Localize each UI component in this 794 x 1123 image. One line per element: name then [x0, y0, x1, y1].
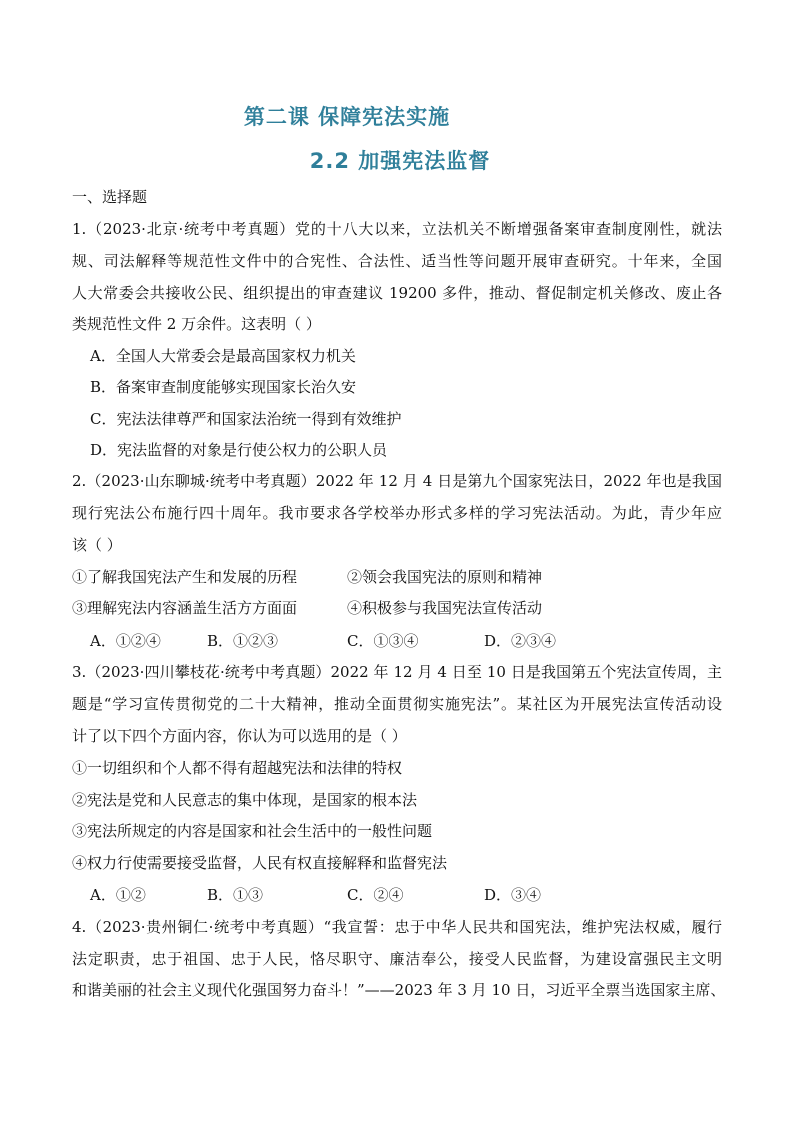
q3-option-c: C．②④: [347, 886, 404, 904]
q2-option-a: A．①②④: [90, 632, 161, 650]
q1-option-b: B．备案审查制度能够实现国家长治久安: [90, 378, 357, 396]
section-heading: 一、选择题: [72, 188, 148, 206]
q1-stem-line: 1.（2023·北京·统考中考真题）党的十八大以来，立法机关不断增强备案审查制度刚性，就法: [72, 220, 722, 238]
q3-option-b: B．①③: [207, 886, 264, 904]
q2-option-c: C．①③④: [347, 632, 419, 650]
q3-item-2: ②宪法是党和人民意志的集中体现，是国家的根本法: [72, 791, 418, 809]
q3-stem-line: 3.（2023·四川攀枝花·统考中考真题）2022 年 12 月 4 日至 10 日是我国第五个宪法宣传周，主: [72, 663, 722, 681]
q2-option-d: D．②③④: [484, 632, 557, 650]
q2-item-row: [72, 567, 722, 587]
q2-item-1: ①了解我国宪法产生和发展的历程: [72, 568, 298, 586]
lesson-title: 第二课 保障宪法实施: [243, 105, 451, 129]
q4-stem-line: 法定职责，忠于祖国、忠于人民，恪尽职守、廉洁奉公，接受人民监督，为建设富强民主文明: [72, 950, 722, 968]
q4-stem-line: 4.（2023·贵州铜仁·统考中考真题）“我宣誓：忠于中华人民共和国宪法，维护宪法权威，履行: [72, 918, 722, 936]
q2-item-row: [72, 598, 722, 618]
q2-option-b: B．①②③: [207, 632, 279, 650]
q3-item-1: ①一切组织和个人都不得有超越宪法和法律的特权: [72, 759, 403, 777]
q1-stem-line: 规、司法解释等规范性文件中的合宪性、合法性、适当性等问题开展审查研究。十年来，全国: [72, 252, 722, 270]
q1-option-a: A．全国人大常委会是最高国家权力机关: [90, 347, 356, 365]
q3-item-3: ③宪法所规定的内容是国家和社会生活中的一般性问题: [72, 822, 433, 840]
q3-stem-line: 题是“学习宣传贯彻党的二十大精神，推动全面贯彻实施宪法”。某社区为开展宪法宣传活动设: [72, 695, 722, 713]
q1-option-c: C．宪法法律尊严和国家法治统一得到有效维护: [90, 410, 402, 428]
q3-options: [90, 885, 720, 905]
q3-stem-line: 计了以下四个方面内容，你认为可以选用的是（ ）: [72, 727, 407, 745]
q1-option-d: D．宪法监督的对象是行使公权力的公职人员: [90, 441, 388, 459]
q2-stem-line: 现行宪法公布施行四十周年。我市要求各学校举办形式多样的学习宪法活动。为此，青少年应: [72, 504, 722, 522]
q3-item-4: ④权力行使需要接受监督，人民有权直接解释和监督宪法: [72, 854, 448, 872]
q2-item-4: ④积极参与我国宪法宣传活动: [347, 599, 543, 617]
q2-options: [90, 631, 720, 651]
q2-item-2: ②领会我国宪法的原则和精神: [347, 568, 543, 586]
section-title: 2.2 加强宪法监督: [309, 149, 491, 173]
q3-option-d: D．③④: [484, 886, 542, 904]
q2-stem-line: 该（ ）: [72, 536, 122, 554]
q1-stem-line: 类规范性文件 2 万余件。这表明（ ）: [72, 315, 321, 333]
q2-stem-line: 2.（2023·山东聊城·统考中考真题）2022 年 12 月 4 日是第九个国家宪法日，2022 年也是我国: [72, 472, 722, 490]
q2-item-3: ③理解宪法内容涵盖生活方方面面: [72, 599, 298, 617]
q4-stem-line: 和谐美丽的社会主义现代化强国努力奋斗！”——2023 年 3 月 10 日，习近平全票当选国家主席、: [72, 981, 726, 999]
q3-option-a: A．①②: [90, 886, 146, 904]
q1-stem-line: 人大常委会共接收公民、组织提出的审查建议 19200 多件，推动、督促制定机关修改、废止各: [72, 284, 722, 302]
